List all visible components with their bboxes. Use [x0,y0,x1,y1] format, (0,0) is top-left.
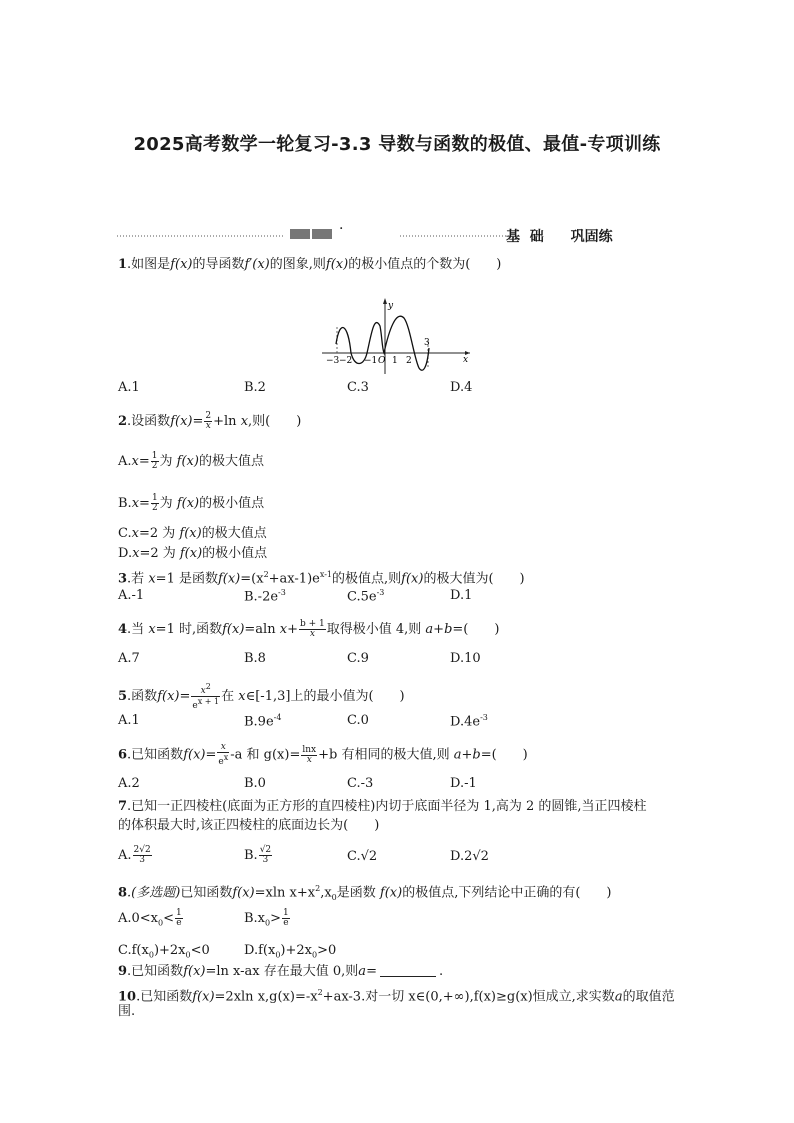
q8-option-c: $C.f(x_0)+2x_0<0$ [118,943,210,960]
q4-option-a: A.7 [118,651,140,666]
graph-tick: 3 [424,338,430,348]
question-10: 10.已知函数f(x)=2xln $x,g(x)=-x^2+ax-3$.对一切 x∈(0,+∞),f(x)≥g(x)恒成立,求实数a的取值范 [118,988,675,1005]
question-2: 2.设函数f(x)= $\frac{2}{x}$ +ln x,则( ) [118,411,302,431]
q1-option-c: C.3 [347,380,369,395]
graph-y-label: y [388,301,394,311]
q3-option-c: $C.5e^{-3}$ [347,588,385,605]
q5-option-b: $B.9e^{-4}$ [244,713,282,730]
q2-option-a: A.x= $\frac{1}{2}$ 为 f(x)的极大值点 [118,451,264,471]
question-5: 5.函数f(x)= $\frac{x^2}{e^{x + 1}}$ 在 x∈[-1,3]上的最小值为( ) [118,682,405,711]
q7-option-b: B. $\frac{√2}{3}$ [244,845,272,865]
q2-option-b: B.x= $\frac{1}{2}$ 为 f(x)的极小值点 [118,493,265,513]
q2-option-d: D.x=2 为 f(x)的极小值点 [118,546,268,561]
section-dot: · [339,221,344,237]
q1-option-b: B.2 [244,380,266,395]
graph-tick: 2 [406,356,412,366]
q3-option-b: $B.-2e^{-3}$ [244,588,286,605]
q1-option-a: A.1 [118,380,140,395]
graph-x-label: x [463,355,469,365]
page-title: 2025高考数学一轮复习-3.3 导数与函数的极值、最值-专项训练 [133,134,661,155]
section-title [506,226,613,246]
question-7: 7.已知一正四棱柱(底面为正方形的直四棱柱)内切于底面半径为 1,高为 2 的圆锥,当正四棱柱 [118,799,647,814]
q4-option-d: D.10 [450,651,481,666]
q4-option-c: C.9 [347,651,369,666]
question-4: 4.当 x=1 时,函数f(x)=aln x+ $\frac{b + 1}{x}$ 取得极小值 4,则 a+b=( ) [118,619,500,639]
question-3: 3.若 x=1 是函数$f(x)=(x^2+ax-1)e^{x-1}$的极值点,则f(x)的极大值为( ) [118,570,525,587]
question-1: 1.如图是f(x)的导函数f′(x)的图象,则f(x)的极小值点的个数为( ) [118,257,502,272]
q7-option-c: C.√2 [347,849,378,864]
q6-option-a: A.2 [118,776,140,791]
section-title-right: 巩固练 [570,229,613,245]
q5-option-a: A.1 [118,713,140,728]
question-6: 6.已知函数f(x)= $\frac{x}{e^x}$ -a 和 g(x)= $\frac{\ln x}{x}$ +b 有相同的极大值,则 a+b=( ) [118,742,528,767]
q1-option-d: D.4 [450,380,473,395]
section-title-left: 基 础 [506,229,544,245]
q6-option-c: C.-3 [347,776,374,791]
q7-option-d: D.2√2 [450,849,489,864]
graph-origin: O [378,356,386,366]
q3-option-a: A.-1 [118,588,145,603]
question-10-line2: 围. [118,1004,136,1019]
graph-tick: −1 [364,356,378,366]
q4-option-b: B.8 [244,651,266,666]
q8-option-a: $A.0<x_0<$ $\frac{1}{e}$ [118,908,182,928]
answer-blank[interactable] [380,976,436,977]
q5-option-c: C.0 [347,713,369,728]
q2-option-c: C.x=2 为 f(x)的极大值点 [118,526,267,541]
q3-option-d: D.1 [450,588,473,603]
graph-tick: −3 [326,356,340,366]
question-9: 9.已知函数f(x)=ln x-ax 存在最大值 0,则a= . [118,964,444,979]
q5-option-d: $D.4e^{-3}$ [450,713,488,730]
q8-option-d: $D.f(x_0)+2x_0>0$ [244,943,337,960]
derivative-graph [322,296,472,376]
graph-tick: 1 [392,356,398,366]
graph-tick: −2 [339,356,353,366]
q8-option-b: $B.x_0>$ $\frac{1}{e}$ [244,908,289,928]
q7-option-a: A. $\frac{2√2}{3}$ [118,845,151,865]
q6-option-d: D.-1 [450,776,477,791]
q6-option-b: B.0 [244,776,266,791]
question-7-line2: 的体积最大时,该正四棱柱的底面边长为( ) [118,818,380,833]
question-8: 8.(多选题)已知函数f(x)=xln $x+x^2,x_0$是函数 f(x)的极值点,下列结论中正确的有( ) [118,884,612,902]
